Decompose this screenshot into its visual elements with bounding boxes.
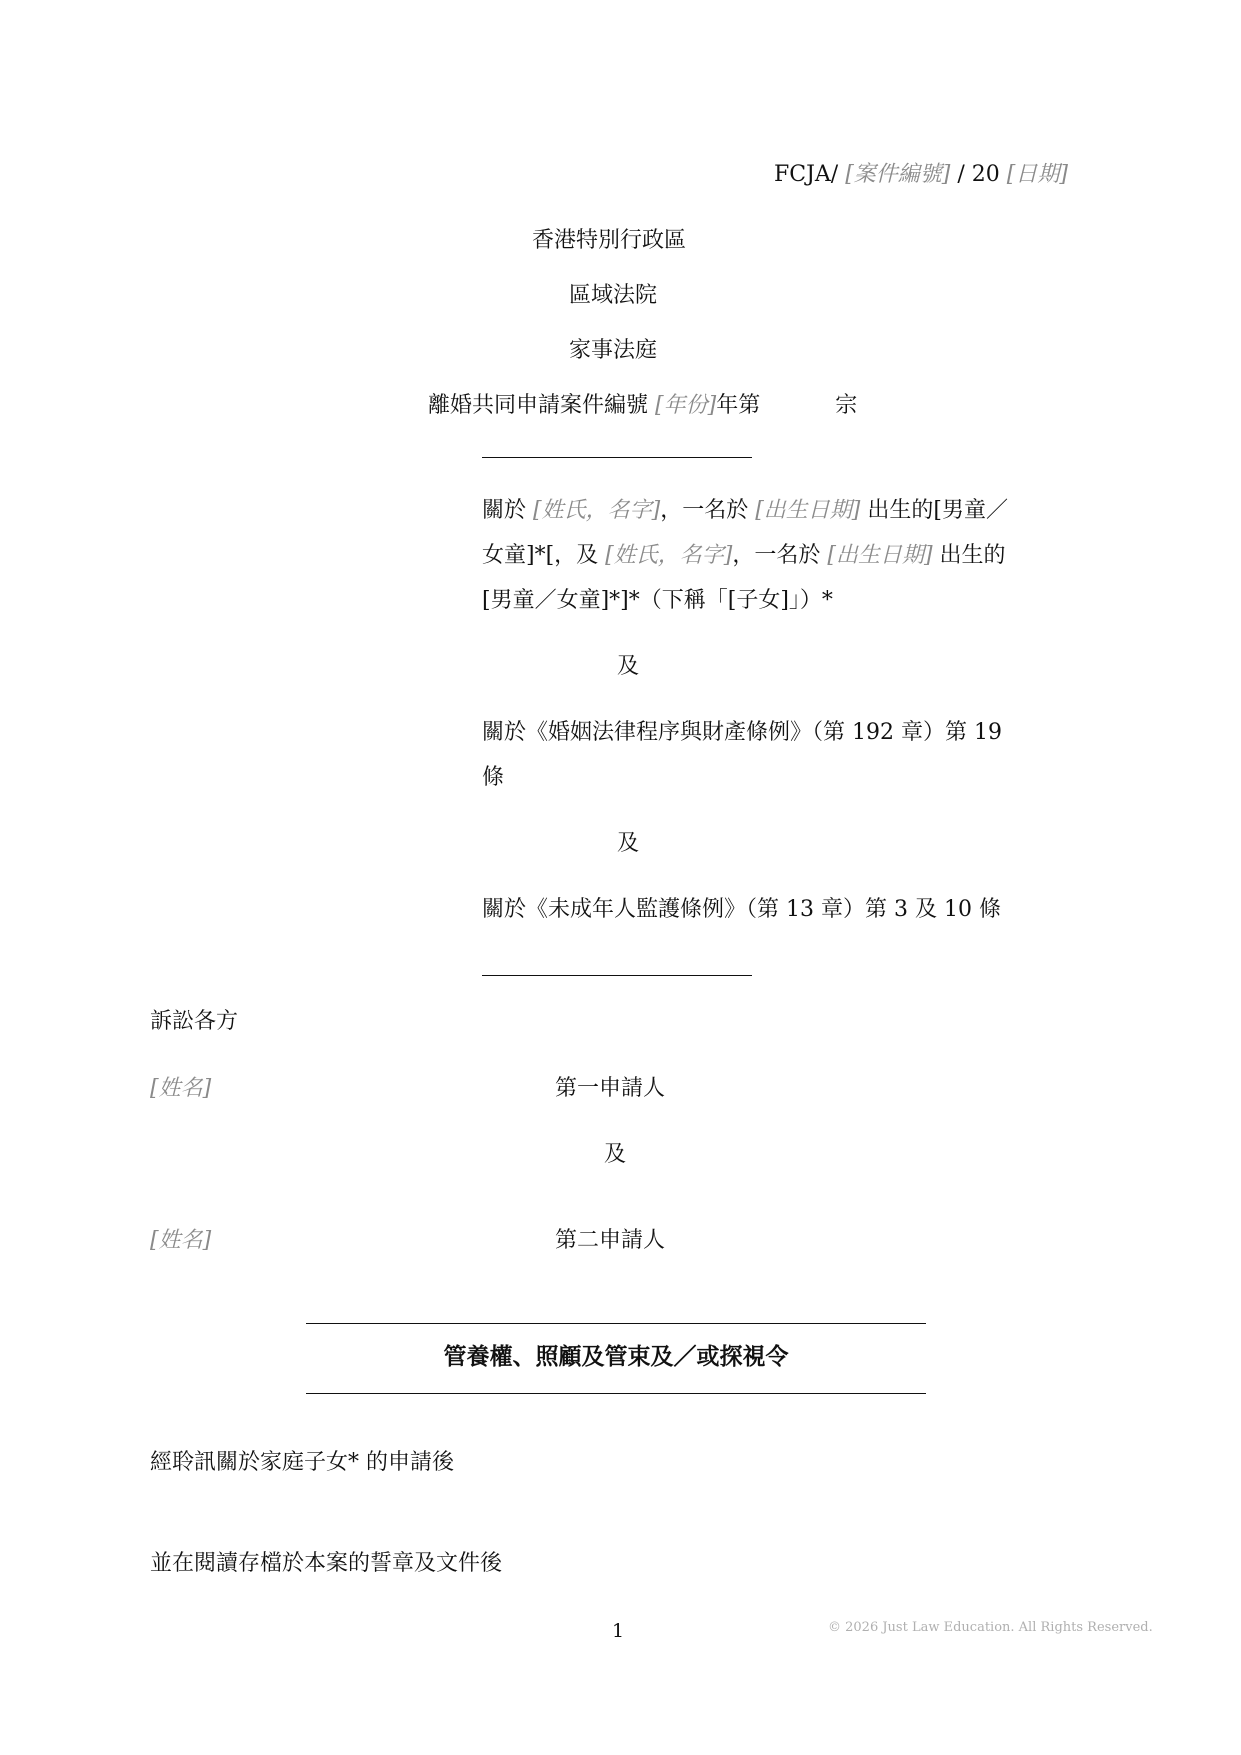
- divider-top: [482, 457, 752, 458]
- text: 關於: [482, 498, 527, 523]
- title-rule-top: [306, 1323, 926, 1324]
- text: ，一名於: [660, 498, 749, 523]
- year-placeholder: [年份]: [655, 393, 717, 418]
- case-ref-middle: / 20: [957, 162, 1000, 187]
- title-rule-bottom: [306, 1393, 926, 1394]
- and-connector-2: 及: [617, 831, 640, 856]
- case-number-placeholder: [案件編號]: [845, 162, 951, 187]
- page-number: 1: [612, 1620, 625, 1642]
- and-connector-1: 及: [617, 654, 640, 679]
- children-line-3: [男童／女童]*]*（下稱「[子女]」）*: [482, 588, 833, 613]
- parties-and: 及: [604, 1142, 627, 1167]
- divider-middle: [482, 975, 752, 976]
- dob-placeholder: [出生日期]: [755, 498, 861, 523]
- ordinance-2: 關於《未成年人監護條例》（第 13 章）第 3 及 10 條: [482, 897, 1001, 922]
- body-paragraph-1: 經聆訊關於家庭子女* 的申請後: [150, 1450, 454, 1475]
- court-division: 家事法庭: [569, 338, 658, 363]
- name-placeholder: [姓氏，名字]: [533, 498, 661, 523]
- parties-heading: 訴訟各方: [150, 1009, 239, 1034]
- text: ，一名於: [732, 543, 821, 568]
- case-number-line: [428, 391, 857, 421]
- children-line-2: [482, 541, 1006, 571]
- case-line-prefix: 離婚共同申請案件編號: [428, 393, 649, 418]
- first-applicant-name-placeholder: [姓名]: [150, 1076, 212, 1101]
- children-line-1: [482, 496, 1008, 526]
- court-name: 區域法院: [569, 283, 658, 308]
- case-ref-prefix: FCJA/: [774, 162, 839, 187]
- order-title: 管養權、照顧及管束及／或探視令: [443, 1343, 789, 1370]
- text: 出生的: [939, 543, 1006, 568]
- first-applicant-label: 第一申請人: [555, 1076, 666, 1101]
- ordinance-1-line-1: 關於《婚姻法律程序與財產條例》（第 192 章）第 19: [482, 720, 1002, 745]
- case-line-suffix: 年第: [716, 393, 761, 418]
- copyright-notice: © 2026 Just Law Education. All Rights Reserved.: [828, 1620, 1153, 1635]
- case-line-end: 宗: [835, 393, 858, 418]
- ordinance-1-line-2: 條: [482, 765, 505, 790]
- date-placeholder: [日期]: [1006, 162, 1068, 187]
- second-applicant-name-placeholder: [姓名]: [150, 1228, 212, 1253]
- text: 女童]*[，及: [482, 543, 599, 568]
- dob-placeholder: [出生日期]: [827, 543, 933, 568]
- name-placeholder: [姓氏，名字]: [605, 543, 733, 568]
- court-jurisdiction: 香港特別行政區: [532, 228, 687, 253]
- text: 出生的[男童／: [867, 498, 1008, 523]
- body-paragraph-2: 並在閱讀存檔於本案的誓章及文件後: [150, 1551, 503, 1576]
- case-reference: [774, 160, 1068, 190]
- second-applicant-label: 第二申請人: [555, 1228, 666, 1253]
